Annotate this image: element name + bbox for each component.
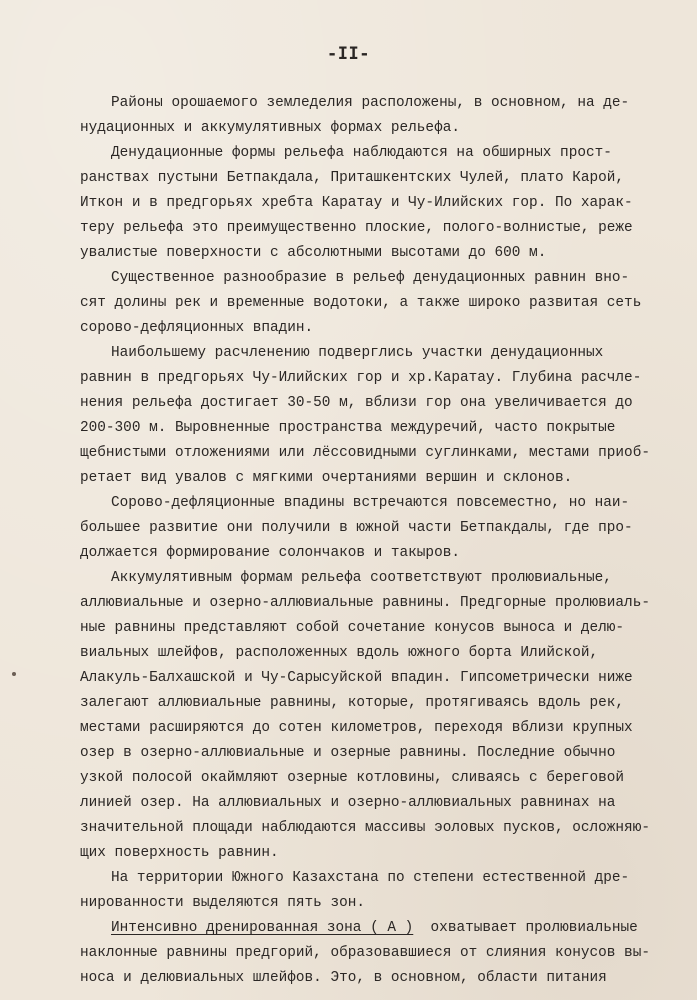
text-line: Существенное разнообразие в рельеф денудационных равнин вно- bbox=[111, 270, 630, 286]
text-line: большее развитие они получили в южной части Бетпакдалы, где про- bbox=[80, 520, 633, 536]
text-line: Районы орошаемого земледелия расположены, в основном, на де- bbox=[111, 95, 630, 111]
text-line: нированности выделяются пять зон. bbox=[80, 895, 365, 911]
text-line: теру рельефа это преимущественно плоские, полого-волнистые, реже bbox=[80, 220, 633, 236]
text-line: Алакуль-Балхашской и Чу-Сарысуйской впадин. Гипсометрически ниже bbox=[80, 670, 633, 686]
text-line: нудационных и аккумулятивных формах рельефа. bbox=[80, 120, 460, 136]
page-number: -II- bbox=[327, 44, 370, 64]
text-line: должается формирование солончаков и такыров. bbox=[80, 545, 460, 561]
zone-a-rest: охватывает пролювиальные bbox=[430, 920, 638, 936]
text-line: линией озер. На аллювиальных и озерно-аллювиальных равнинах на bbox=[80, 795, 616, 811]
text-line: Аккумулятивным формам рельефа соответствуют пролювиальные, bbox=[111, 570, 612, 586]
text-line: озер в озерно-аллювиальные и озерные равнины. Последние обычно bbox=[80, 745, 616, 761]
text-line: нения рельефа достигает 30-50 м, вблизи гор она увеличивается до bbox=[80, 395, 633, 411]
text-line: местами расширяются до сотен километров, переходя вблизи крупных bbox=[80, 720, 633, 736]
text-line: аллювиальные и озерно-аллювиальные равнины. Предгорные пролювиаль- bbox=[80, 595, 650, 611]
text-line: щих поверхность равнин. bbox=[80, 845, 279, 861]
text-line: сорово-дефляционных впадин. bbox=[80, 320, 314, 336]
text-line: ранствах пустыни Бетпакдала, Приташкентских Чулей, плато Карой, bbox=[80, 170, 625, 186]
text-line: ретает вид увалов с мягкими очертаниями вершин и склонов. bbox=[80, 470, 573, 486]
text-line: наклонные равнины предгорий, образовавшиеся от слияния конусов вы- bbox=[80, 945, 650, 961]
text-line: На территории Южного Казахстана по степени естественной дре- bbox=[111, 870, 630, 886]
text-line: ные равнины представляют собой сочетание конусов выноса и делю- bbox=[80, 620, 625, 636]
text-line: виальных шлейфов, расположенных вдоль южного борта Илийской, bbox=[80, 645, 599, 661]
text-line: носа и делювиальных шлейфов. Это, в основном, области питания bbox=[80, 970, 607, 986]
text-line: 200-300 м. Выровненные пространства междуречий, часто покрытые bbox=[80, 420, 616, 436]
text-line: равнин в предгорьях Чу-Илийских гор и хр.Каратау. Глубина расчле- bbox=[80, 370, 642, 386]
text-line: Иткон и в предгорьях хребта Каратау и Чу-Илийских гор. По харак- bbox=[80, 195, 633, 211]
text-line: щебнистыми отложениями или лёссовидными суглинками, местами приоб- bbox=[80, 445, 650, 461]
zone-a-line bbox=[111, 921, 638, 935]
text-line: значительной площади наблюдаются массивы эоловых пусков, осложняю- bbox=[80, 820, 650, 836]
paper-mark bbox=[12, 672, 16, 676]
text-line: сят долины рек и временные водотоки, а также широко развитая сеть bbox=[80, 295, 642, 311]
text-line: Денудационные формы рельефа наблюдаются на обширных прост- bbox=[111, 145, 612, 161]
zone-a-title: Интенсивно дренированная зона ( А ) bbox=[111, 920, 414, 936]
text-line: залегают аллювиальные равнины, которые, протягиваясь вдоль рек, bbox=[80, 695, 625, 711]
text-line: Наибольшему расчленению подверглись участки денудационных bbox=[111, 345, 604, 361]
text-line: узкой полосой окаймляют озерные котловины, сливаясь с береговой bbox=[80, 770, 625, 786]
text-line: увалистые поверхности с абсолютными высотами до 600 м. bbox=[80, 245, 547, 261]
text-line: Сорово-дефляционные впадины встречаются повсеместно, но наи- bbox=[111, 495, 630, 511]
